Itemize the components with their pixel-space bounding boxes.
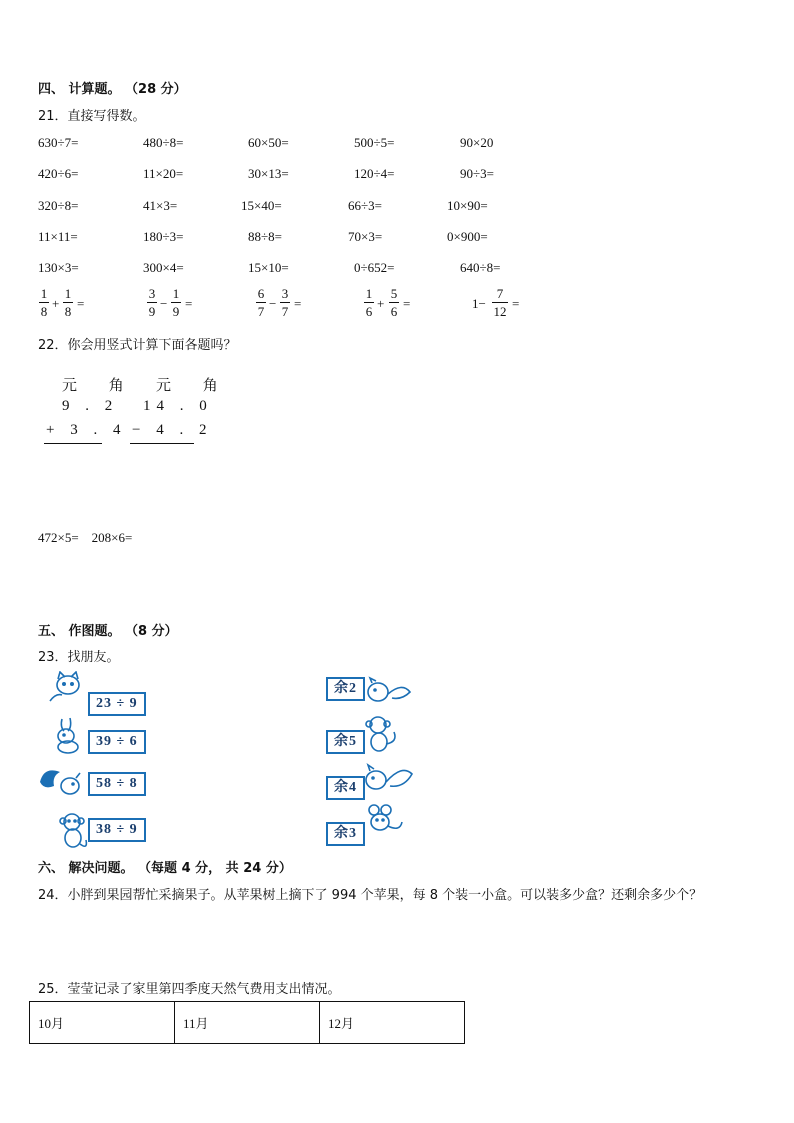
calc-item: 300×4=	[143, 260, 184, 275]
question-title: 21．直接写得数。	[38, 109, 146, 124]
calc-item: 420÷6=	[38, 166, 79, 181]
equals: =	[185, 296, 193, 311]
fraction	[63, 286, 73, 319]
fraction	[39, 286, 49, 319]
squirrel-icon	[358, 760, 414, 796]
calc-item: 120÷4=	[354, 166, 395, 181]
calc-item: 630÷7=	[38, 135, 79, 150]
numerator: 1	[40, 286, 48, 301]
fraction	[364, 286, 374, 319]
squirrel-icon	[36, 764, 94, 800]
numerator: 7	[496, 286, 504, 301]
whole-number: 1−	[472, 296, 486, 311]
squirrel-icon	[362, 674, 414, 708]
fraction	[280, 286, 290, 319]
operator: +	[52, 296, 60, 311]
section-title: 六、 解决问题。 （每题 4 分， 共 24 分）	[38, 861, 292, 876]
section-title: 五、 作图题。 （8 分）	[38, 624, 178, 639]
calc-item: 30×13=	[248, 166, 289, 181]
denominator: 7	[257, 304, 265, 319]
denominator: 6	[390, 304, 398, 319]
equals: =	[77, 296, 85, 311]
denominator: 9	[172, 304, 180, 319]
calc-item: 15×40=	[241, 198, 282, 213]
denominator: 12	[493, 304, 507, 319]
numerator: 1	[64, 286, 72, 301]
underline	[44, 443, 102, 444]
operator: −	[269, 296, 277, 311]
table-row	[30, 1002, 465, 1044]
calc-item: 0×900=	[447, 229, 488, 244]
calc-item: 0÷652=	[354, 260, 395, 275]
denominator: 8	[64, 304, 72, 319]
equals: =	[512, 296, 520, 311]
remainder-card[interactable]: 余5	[326, 730, 365, 754]
denominator: 9	[148, 304, 156, 319]
numerator: 1	[365, 286, 373, 301]
question-text: 25．莹莹记录了家里第四季度天然气费用支出情况。	[38, 982, 341, 997]
table-header-cell: 10月	[30, 1002, 175, 1044]
calc-item: 320÷8=	[38, 198, 79, 213]
unit-header: 元 角	[156, 378, 232, 394]
rabbit-icon	[48, 715, 92, 755]
calc-item: 480÷8=	[143, 135, 184, 150]
calc-item: 90×20	[460, 135, 494, 150]
vertical-top: 9 . 2	[62, 398, 119, 414]
question-text: 24．小胖到果园帮忙采摘果子。从苹果树上摘下了 994 个苹果，每 8 个装一小盒。可以装多少盒？还剩余多少个？	[38, 888, 703, 903]
calc-item: 130×3=	[38, 260, 79, 275]
fraction	[256, 286, 266, 319]
vertical-bottom: − 4 . 2	[132, 422, 213, 438]
calc-item: 10×90=	[447, 198, 488, 213]
calc-item: 15×10=	[248, 260, 289, 275]
calc-item: 500÷5=	[354, 135, 395, 150]
denominator: 6	[365, 304, 373, 319]
cat-icon	[46, 671, 90, 707]
calc-item: 66÷3=	[348, 198, 382, 213]
unit-header: 元 角	[62, 378, 138, 394]
fraction	[171, 286, 181, 319]
fraction	[389, 286, 399, 319]
fraction	[147, 286, 157, 319]
vertical-bottom: + 3 . 4	[46, 422, 127, 438]
division-card[interactable]: 38 ÷ 9	[88, 818, 146, 842]
denominator: 8	[40, 304, 48, 319]
numerator: 3	[148, 286, 156, 301]
division-card[interactable]: 23 ÷ 9	[88, 692, 146, 716]
mouse-icon	[362, 802, 406, 840]
monkey-icon	[56, 810, 92, 852]
operator: −	[160, 296, 168, 311]
numerator: 6	[257, 286, 265, 301]
underline	[130, 443, 194, 444]
numerator: 1	[172, 286, 180, 301]
calc-item: 90÷3=	[460, 166, 494, 181]
calc-item: 180÷3=	[143, 229, 184, 244]
calc-item: 70×3=	[348, 229, 383, 244]
question-title: 23．找朋友。	[38, 650, 120, 665]
division-card[interactable]: 58 ÷ 8	[88, 772, 146, 796]
remainder-card[interactable]: 余4	[326, 776, 365, 800]
numerator: 5	[390, 286, 398, 301]
question-title: 22．你会用竖式计算下面各题吗？	[38, 338, 237, 353]
remainder-card[interactable]: 余3	[326, 822, 365, 846]
vertical-exercises: 472×5= 208×6=	[38, 530, 133, 545]
operator: +	[377, 296, 385, 311]
equals: =	[294, 296, 302, 311]
calc-item: 60×50=	[248, 135, 289, 150]
calc-item: 41×3=	[143, 198, 178, 213]
vertical-top: 14 . 0	[143, 398, 213, 414]
section-title: 四、 计算题。 （28 分）	[38, 82, 187, 97]
numerator: 3	[281, 286, 289, 301]
calc-item: 640÷8=	[460, 260, 501, 275]
division-card[interactable]: 39 ÷ 6	[88, 730, 146, 754]
denominator: 7	[281, 304, 289, 319]
remainder-card[interactable]: 余2	[326, 677, 365, 701]
fraction	[492, 286, 508, 319]
fee-table	[29, 1001, 465, 1044]
calc-item: 11×20=	[143, 166, 184, 181]
table-header-cell: 11月	[175, 1002, 320, 1044]
calc-item: 11×11=	[38, 229, 78, 244]
table-header-cell: 12月	[320, 1002, 465, 1044]
calc-item: 88÷8=	[248, 229, 282, 244]
monkey-icon	[362, 714, 402, 756]
equals: =	[403, 296, 411, 311]
